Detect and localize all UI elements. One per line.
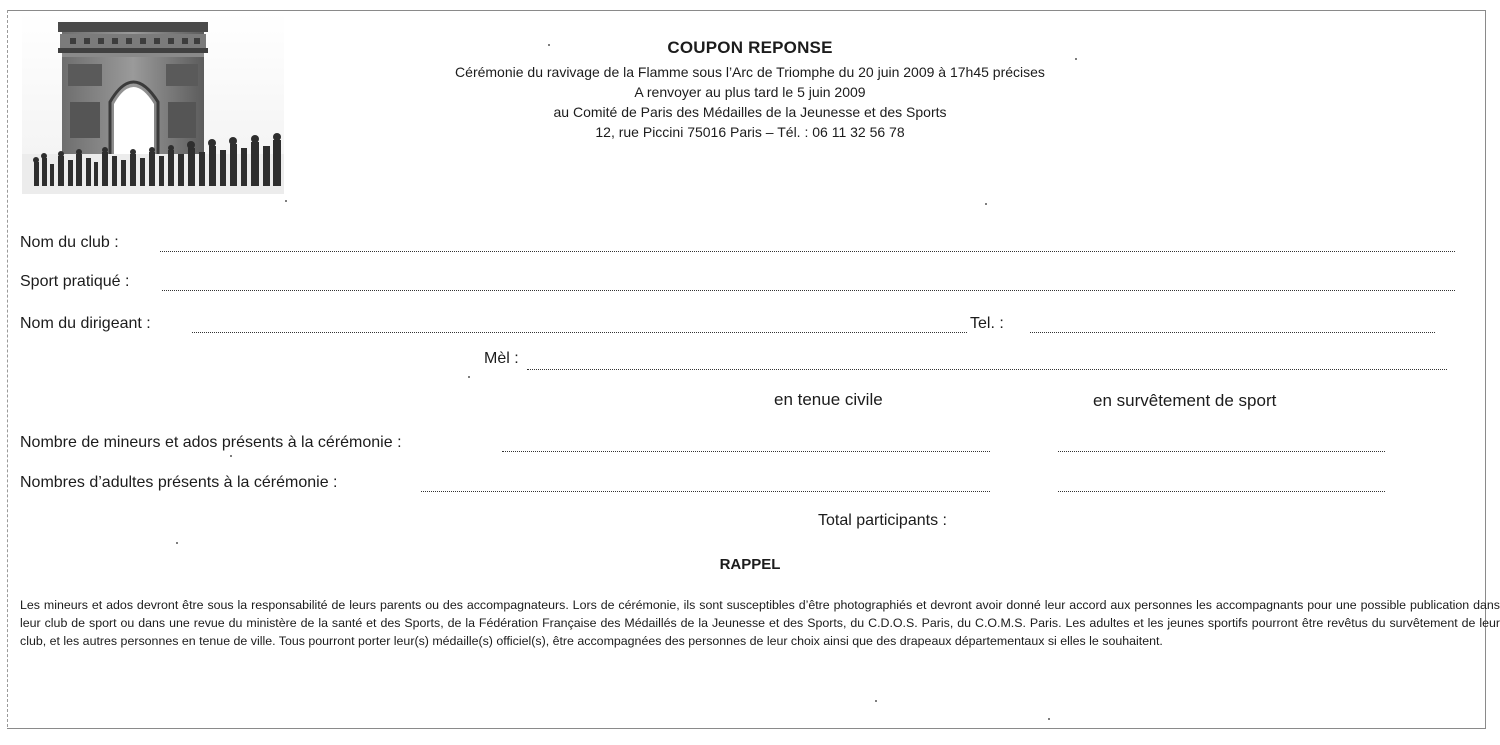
scan-speck <box>875 700 877 702</box>
address-line: 12, rue Piccini 75016 Paris – Tél. : 06 11 32 56 78 <box>595 124 905 140</box>
sport-field[interactable] <box>162 290 1455 291</box>
adults-sport-field[interactable] <box>1058 491 1385 492</box>
minors-civil-field[interactable] <box>502 451 990 452</box>
scan-speck <box>468 376 470 378</box>
minors-sport-field[interactable] <box>1058 451 1385 452</box>
column-sport-header: en survêtement de sport <box>1093 391 1277 410</box>
leader-name-field[interactable] <box>192 332 967 333</box>
adults-count-label: Nombres d’adultes présents à la cérémonie : <box>20 474 338 491</box>
scan-speck <box>985 203 987 205</box>
mel-label: Mèl : <box>484 350 519 367</box>
coupon-title: COUPON REPONSE <box>667 38 833 57</box>
scan-speck <box>548 44 550 46</box>
column-civil-header: en tenue civile <box>774 390 883 409</box>
club-name-label: Nom du club : <box>20 234 119 251</box>
scan-speck <box>285 200 287 202</box>
leader-name-label: Nom du dirigeant : <box>20 315 151 332</box>
scan-speck <box>1048 718 1050 720</box>
sport-label: Sport pratiqué : <box>20 273 130 290</box>
minors-count-label: Nombre de mineurs et ados présents à la cérémonie : <box>20 434 402 451</box>
coupon-cut-line <box>7 10 9 727</box>
arc-de-triomphe-photo <box>22 12 284 194</box>
scan-speck <box>1075 58 1077 60</box>
scan-speck <box>176 542 178 544</box>
rappel-text: Les mineurs et ados devront être sous la responsabilité de leurs parents ou des accompagnateurs. Lors de cérémonie, ils sont susceptibles d’être photographiés et devront avoir donné leur accord aux personnes les accompagnants pour une possible publication dans leur club de sport ou dans une revue du ministère de la santé et des Sports, de la Fédération Française des Médaillés de la Jeunesse et des Sports, du C.D.O.S. Paris, du C.O.M.S. Paris. Les adultes et les jeunes sportifs pourront être revêtus du survêtement de leur club, et les autres personnes en tenue de ville. Tous pourront porter leur(s) médaille(s) officiel(s), être accompagnées des personnes de leur choix ainsi que des drapeaux départementaux si elles le souhaitent. <box>20 598 1500 648</box>
committee-line: au Comité de Paris des Médailles de la Jeunesse et des Sports <box>553 104 947 120</box>
coupon-header <box>330 38 1170 142</box>
rappel-heading: RAPPEL <box>719 556 781 573</box>
scan-speck <box>230 455 232 457</box>
tel-field[interactable] <box>1030 332 1435 333</box>
deadline-line: A renvoyer au plus tard le 5 juin 2009 <box>634 84 866 100</box>
club-name-field[interactable] <box>160 251 1455 252</box>
adults-civil-field[interactable] <box>421 491 990 492</box>
ceremony-line: Cérémonie du ravivage de la Flamme sous l’Arc de Triomphe du 20 juin 2009 à 17h45 précises <box>455 64 1045 80</box>
tel-label: Tel. : <box>970 315 1004 332</box>
total-participants-label: Total participants : <box>818 512 947 529</box>
mel-field[interactable] <box>527 369 1447 370</box>
